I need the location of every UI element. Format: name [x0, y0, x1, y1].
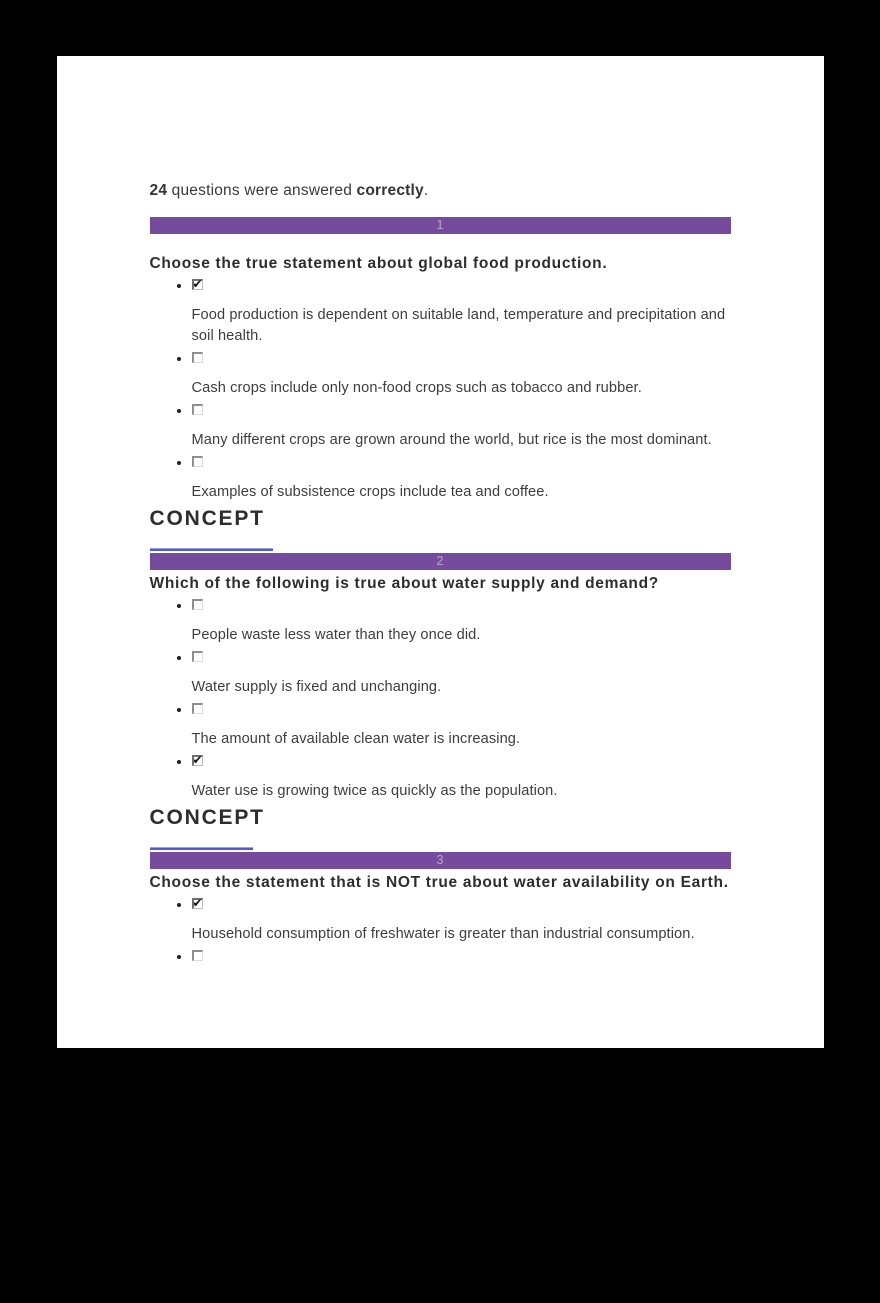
- answer-option-text: • Water supply is fixed and unchanging.: [191, 679, 442, 695]
- answer-checkbox-unchecked[interactable]: [192, 703, 203, 714]
- answer-options: [150, 277, 731, 503]
- answer-option-text: • Water use is growing twice as quickly as the population.: [191, 783, 558, 799]
- answer-option-text: • Household consumption of freshwater is greater than industrial consumption.: [191, 926, 695, 942]
- results-summary: [150, 180, 731, 201]
- answer-option-text: • Cash crops include only non-food crops such as tobacco and rubber.: [191, 380, 642, 396]
- question-number-banner: [150, 553, 731, 570]
- results-summary-period: .: [423, 182, 429, 199]
- question-block: [150, 217, 731, 551]
- answer-option: [192, 454, 731, 503]
- answer-option: [192, 649, 731, 698]
- question-block: [150, 553, 731, 850]
- question-number: 1: [436, 218, 444, 232]
- answer-checkbox-checked[interactable]: [192, 898, 203, 909]
- answer-option: [192, 948, 731, 966]
- question-number: 2: [436, 554, 444, 568]
- question-block: [150, 852, 731, 966]
- answer-options: [150, 896, 731, 966]
- answer-option: [192, 753, 731, 802]
- answer-option-text: • People waste less water than they once did.: [191, 627, 481, 643]
- answer-option-text: • The amount of available clean water is increasing.: [191, 731, 521, 747]
- correct-count: 24: [149, 182, 168, 199]
- answer-options: [150, 597, 731, 802]
- answer-option: [192, 350, 731, 399]
- answer-checkbox-unchecked[interactable]: [192, 456, 203, 467]
- concept-heading: CONCEPT: [149, 806, 265, 829]
- questions-list: [150, 217, 731, 966]
- answer-option-text: • Examples of subsistence crops include tea and coffee.: [191, 484, 549, 500]
- answer-checkbox-unchecked[interactable]: [192, 404, 203, 415]
- question-prompt: Choose the statement that is NOT true about water availability on Earth.: [149, 874, 729, 891]
- answer-checkbox-unchecked[interactable]: [192, 599, 203, 610]
- question-number: 3: [436, 853, 444, 867]
- answer-option: [192, 402, 731, 451]
- concept-heading: CONCEPT: [149, 507, 265, 530]
- answer-checkbox-unchecked[interactable]: [192, 651, 203, 662]
- results-summary-text: questions were answered: [167, 182, 357, 199]
- answer-checkbox-unchecked[interactable]: [192, 950, 203, 961]
- results-summary-emphasis: correctly: [356, 182, 424, 199]
- question-prompt: Which of the following is true about water supply and demand?: [149, 575, 659, 592]
- answer-checkbox-unchecked[interactable]: [192, 352, 203, 363]
- concept-link[interactable]: [150, 549, 273, 551]
- question-number-banner: [150, 852, 731, 869]
- answer-option-text: • Food production is dependent on suitable land, temperature and precipitation and soil health.: [191, 307, 726, 344]
- answer-option: [192, 896, 731, 945]
- question-prompt: Choose the true statement about global food production.: [149, 255, 608, 272]
- question-number-banner: [150, 217, 731, 234]
- answer-checkbox-checked[interactable]: [192, 755, 203, 766]
- concept-link[interactable]: [150, 848, 253, 850]
- answer-option: [192, 597, 731, 646]
- answer-option: [192, 277, 731, 347]
- quiz-results-page: [57, 56, 824, 1048]
- answer-checkbox-checked[interactable]: [192, 279, 203, 290]
- answer-option-text: • Many different crops are grown around the world, but rice is the most dominant.: [191, 432, 712, 448]
- answer-option: [192, 701, 731, 750]
